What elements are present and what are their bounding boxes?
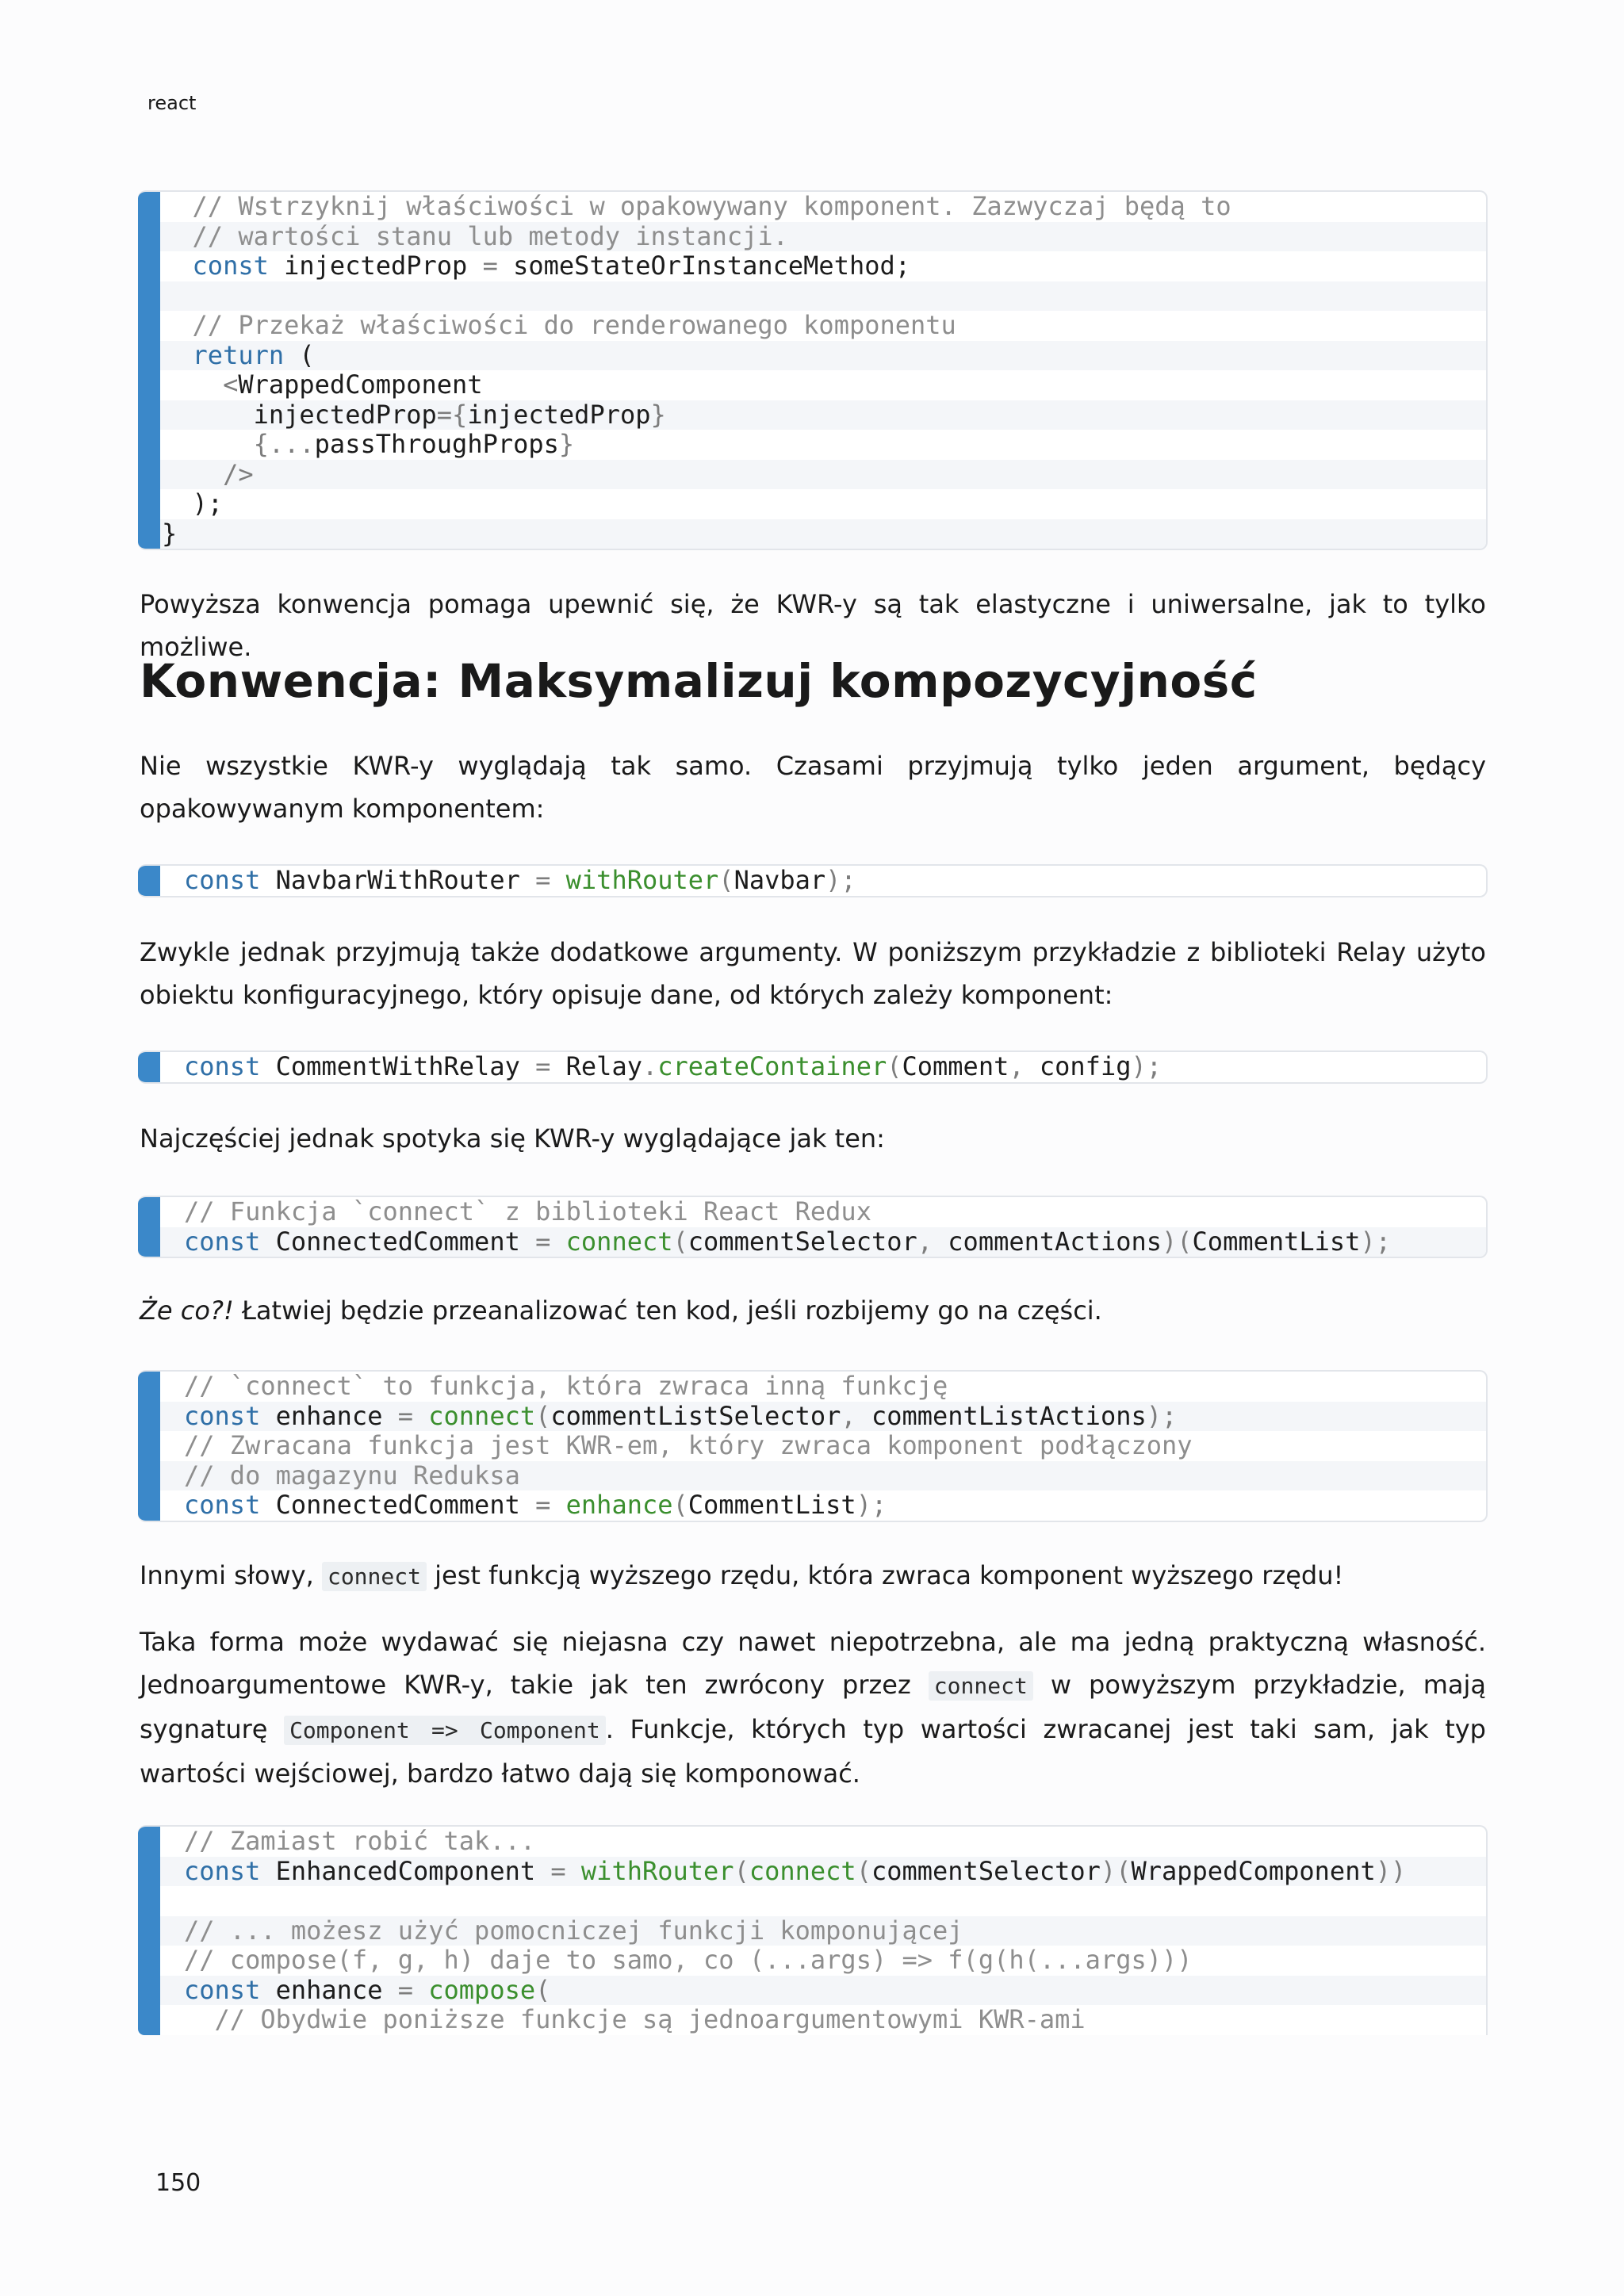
code-token: enhance — [260, 1400, 398, 1431]
code-token: = — [397, 1400, 413, 1431]
code-token: ConnectedComment — [260, 1226, 536, 1257]
code-line — [138, 400, 1486, 430]
code-token — [550, 1226, 565, 1257]
code-token: CommentWithRelay — [260, 1051, 536, 1081]
inline-code: connect — [322, 1562, 427, 1591]
code-token: ); — [1146, 1400, 1178, 1431]
code-token: } — [558, 429, 575, 459]
code-token: someStateOrInstanceMethod; — [497, 251, 911, 281]
code-token: , — [1009, 1051, 1025, 1081]
code-token: // Obydwie poniższe funkcje są jednoargumentowymi KWR-ami — [184, 2004, 1086, 2034]
code-token: // Funkcja `connect` z biblioteki React Redux — [184, 1196, 871, 1226]
code-token: commentListSelector — [550, 1400, 841, 1431]
code-token: enhance — [260, 1974, 398, 2005]
code-line — [138, 251, 1486, 281]
code-token: CommentList — [688, 1490, 856, 1520]
code-token: ); — [856, 1490, 887, 1520]
paragraph-composition — [140, 1621, 1486, 1795]
code-token: injectedProp — [268, 251, 483, 281]
paragraph-text: Łatwiej będzie przeanalizować ten kod, jeśli rozbijemy go na części. — [233, 1295, 1102, 1326]
code-token: ConnectedComment — [260, 1490, 536, 1520]
code-token: )( — [1100, 1855, 1132, 1886]
code-token: // do magazynu Reduksa — [184, 1460, 520, 1490]
code-token: withRouter — [565, 865, 719, 895]
code-token: = — [535, 1051, 551, 1081]
code-token: const — [184, 1855, 261, 1886]
code-token — [550, 1490, 565, 1520]
code-token: const — [184, 1226, 261, 1257]
code-token: ( — [284, 339, 315, 370]
code-line — [138, 1052, 1486, 1082]
code-line — [138, 1886, 1486, 1916]
code-token: injectedProp — [467, 399, 651, 430]
code-token: ( — [887, 1051, 902, 1081]
code-line — [138, 1857, 1486, 1887]
code-token: // ... możesz użyć pomocniczej funkcji komponującej — [184, 1915, 963, 1946]
code-token: connect — [749, 1855, 856, 1886]
code-token: /> — [162, 458, 254, 489]
code-token: // `connect` to funkcja, która zwraca inną funkcję — [184, 1371, 948, 1401]
code-line — [138, 1946, 1486, 1976]
code-token: commentActions — [933, 1226, 1162, 1257]
code-token: = — [535, 865, 551, 895]
running-header: react — [147, 92, 197, 114]
code-token: = — [397, 1974, 413, 2005]
code-line — [138, 1372, 1486, 1402]
code-token: ); — [1360, 1226, 1391, 1257]
code-token: ( — [672, 1226, 688, 1257]
code-token: injectedProp — [162, 399, 437, 430]
code-token: ); — [1131, 1051, 1162, 1081]
code-token: const — [184, 1400, 261, 1431]
code-token: connect — [565, 1226, 673, 1257]
code-token: NavbarWithRouter — [260, 865, 536, 895]
code-line — [138, 430, 1486, 460]
code-token: = — [482, 251, 498, 281]
code-token: createContainer — [657, 1051, 887, 1081]
code-token: const — [184, 865, 261, 895]
code-line — [138, 489, 1486, 519]
code-line — [138, 1827, 1486, 1857]
code-line — [138, 1976, 1486, 2006]
section-heading: Konwencja: Maksymalizuj kompozycyjność — [140, 654, 1258, 708]
code-token: // Przekaż właściwości do renderowanego komponentu — [162, 310, 956, 340]
code-token: enhance — [565, 1490, 673, 1520]
code-token: ( — [535, 1400, 551, 1431]
code-token: commentSelector — [871, 1855, 1101, 1886]
code-token: // Zwracana funkcja jest KWR-em, który zwraca komponent podłączony — [184, 1430, 1193, 1460]
code-token: ( — [733, 1855, 749, 1886]
code-token: WrappedComponent — [1131, 1855, 1376, 1886]
code-token: )) — [1375, 1855, 1407, 1886]
code-token: ); — [162, 488, 224, 519]
code-token: ( — [856, 1855, 871, 1886]
paragraph-break-down — [140, 1289, 1486, 1332]
code-line — [138, 370, 1486, 400]
code-block-compose — [138, 1825, 1488, 2035]
code-token: ( — [535, 1974, 551, 2005]
code-line — [138, 222, 1486, 252]
code-token: withRouter — [580, 1855, 734, 1886]
code-token: connect — [428, 1400, 536, 1431]
code-token: const — [184, 1490, 261, 1520]
code-token: return — [162, 339, 285, 370]
code-line — [138, 192, 1486, 222]
code-line — [138, 1490, 1486, 1521]
code-token: const — [184, 1974, 261, 2005]
inline-code: Component => Component — [284, 1716, 606, 1745]
code-token: const — [162, 251, 269, 281]
code-token: } — [650, 399, 666, 430]
code-line — [138, 1916, 1486, 1946]
code-token: ={ — [436, 399, 468, 430]
code-token: EnhancedComponent — [260, 1855, 551, 1886]
paragraph-higher-order — [140, 1554, 1486, 1598]
code-line — [138, 866, 1486, 896]
code-token: WrappedComponent — [238, 369, 483, 400]
paragraph-text: Taka forma może wydawać się niejasna czy nawet niepotrzebna, ale ma jedną praktyczną własność. Jednoargumentowe KWR-y, takie jak ten zwrócony przez — [140, 1627, 1486, 1700]
paragraph-single-argument: Nie wszystkie KWR-y wyglądają tak samo. Czasami przyjmują tylko jeden argument, będący opakowywanym komponentem: — [140, 751, 1486, 824]
code-block-relay — [138, 1050, 1488, 1084]
code-line — [138, 341, 1486, 371]
inline-code: connect — [929, 1671, 1033, 1701]
code-block-navbar — [138, 864, 1488, 897]
code-token: commentSelector — [688, 1226, 917, 1257]
paragraph-most-common: Najczęściej jednak spotyka się KWR-y wyglądające jak ten: — [140, 1123, 885, 1154]
code-token — [413, 1975, 428, 2005]
code-line — [138, 519, 1486, 549]
paragraph-conventions: Powyższa konwencja pomaga upewnić się, że KWR-y są tak elastyczne i uniwersalne, jak to tylko możliwe. — [140, 589, 1486, 662]
code-token — [550, 865, 565, 895]
code-token: < — [162, 369, 239, 400]
code-block-enhance — [138, 1370, 1488, 1522]
code-line — [138, 2005, 1486, 2035]
code-token: compose — [428, 1974, 536, 2005]
code-token: CommentList — [1192, 1226, 1361, 1257]
page-number: 150 — [155, 2169, 201, 2197]
code-token: ( — [718, 865, 734, 895]
paragraph-text: w powyższym przykładzie, mają sygnaturę — [140, 1670, 1486, 1744]
code-token: = — [535, 1490, 551, 1520]
code-token: Comment — [902, 1051, 1009, 1081]
code-line — [138, 1402, 1486, 1432]
code-token: Navbar — [733, 865, 826, 895]
code-line — [138, 1461, 1486, 1491]
code-token: . — [642, 1051, 658, 1081]
paragraph-additional-arguments: Zwykle jednak przyjmują także dodatkowe argumenty. W poniższym przykładzie z biblioteki Relay użyto obiektu konfiguracyjnego, który opisuje dane, od których zależy komponent: — [140, 937, 1486, 1010]
code-token: = — [535, 1226, 551, 1257]
code-token: const — [184, 1051, 261, 1081]
code-line — [138, 460, 1486, 490]
code-line — [138, 1197, 1486, 1227]
code-token: , — [917, 1226, 933, 1257]
code-token: ( — [672, 1490, 688, 1520]
code-token: = — [550, 1855, 566, 1886]
code-token: } — [162, 518, 178, 549]
paragraph-text: Innymi słowy, — [140, 1560, 322, 1590]
code-token: commentListActions — [856, 1400, 1147, 1431]
code-token — [566, 1856, 581, 1886]
code-token: passThroughProps — [314, 429, 559, 459]
code-token: {... — [162, 429, 315, 459]
code-token: )( — [1162, 1226, 1193, 1257]
code-block-connect — [138, 1196, 1488, 1258]
code-token — [413, 1401, 428, 1431]
paragraph-text: . Funkcje, których typ wartości zwracanej jest taki sam, jak typ wartości wejściowej, bardzo łatwo dają się komponować. — [140, 1714, 1486, 1789]
code-line — [138, 311, 1486, 341]
code-line — [138, 281, 1486, 312]
code-token: // Zamiast robić tak... — [184, 1826, 536, 1856]
code-token: ); — [825, 865, 856, 895]
code-line — [138, 1227, 1486, 1257]
emphasis-text: Że co?! — [140, 1295, 234, 1326]
code-token: , — [841, 1400, 856, 1431]
code-token: // Wstrzyknij właściwości w opakowywany komponent. Zazwyczaj będą to — [162, 191, 1231, 221]
paragraph-text: jest funkcją wyższego rzędu, która zwraca komponent wyższego rzędu! — [426, 1560, 1344, 1590]
code-token: Relay — [550, 1051, 642, 1081]
code-token: // compose(f, g, h) daje to samo, co (...args) => f(g(h(...args))) — [184, 1945, 1193, 1975]
code-token: // wartości stanu lub metody instancji. — [162, 220, 788, 251]
code-block-hoc-return — [138, 190, 1488, 550]
code-token: config — [1024, 1051, 1132, 1081]
code-line — [138, 1431, 1486, 1461]
